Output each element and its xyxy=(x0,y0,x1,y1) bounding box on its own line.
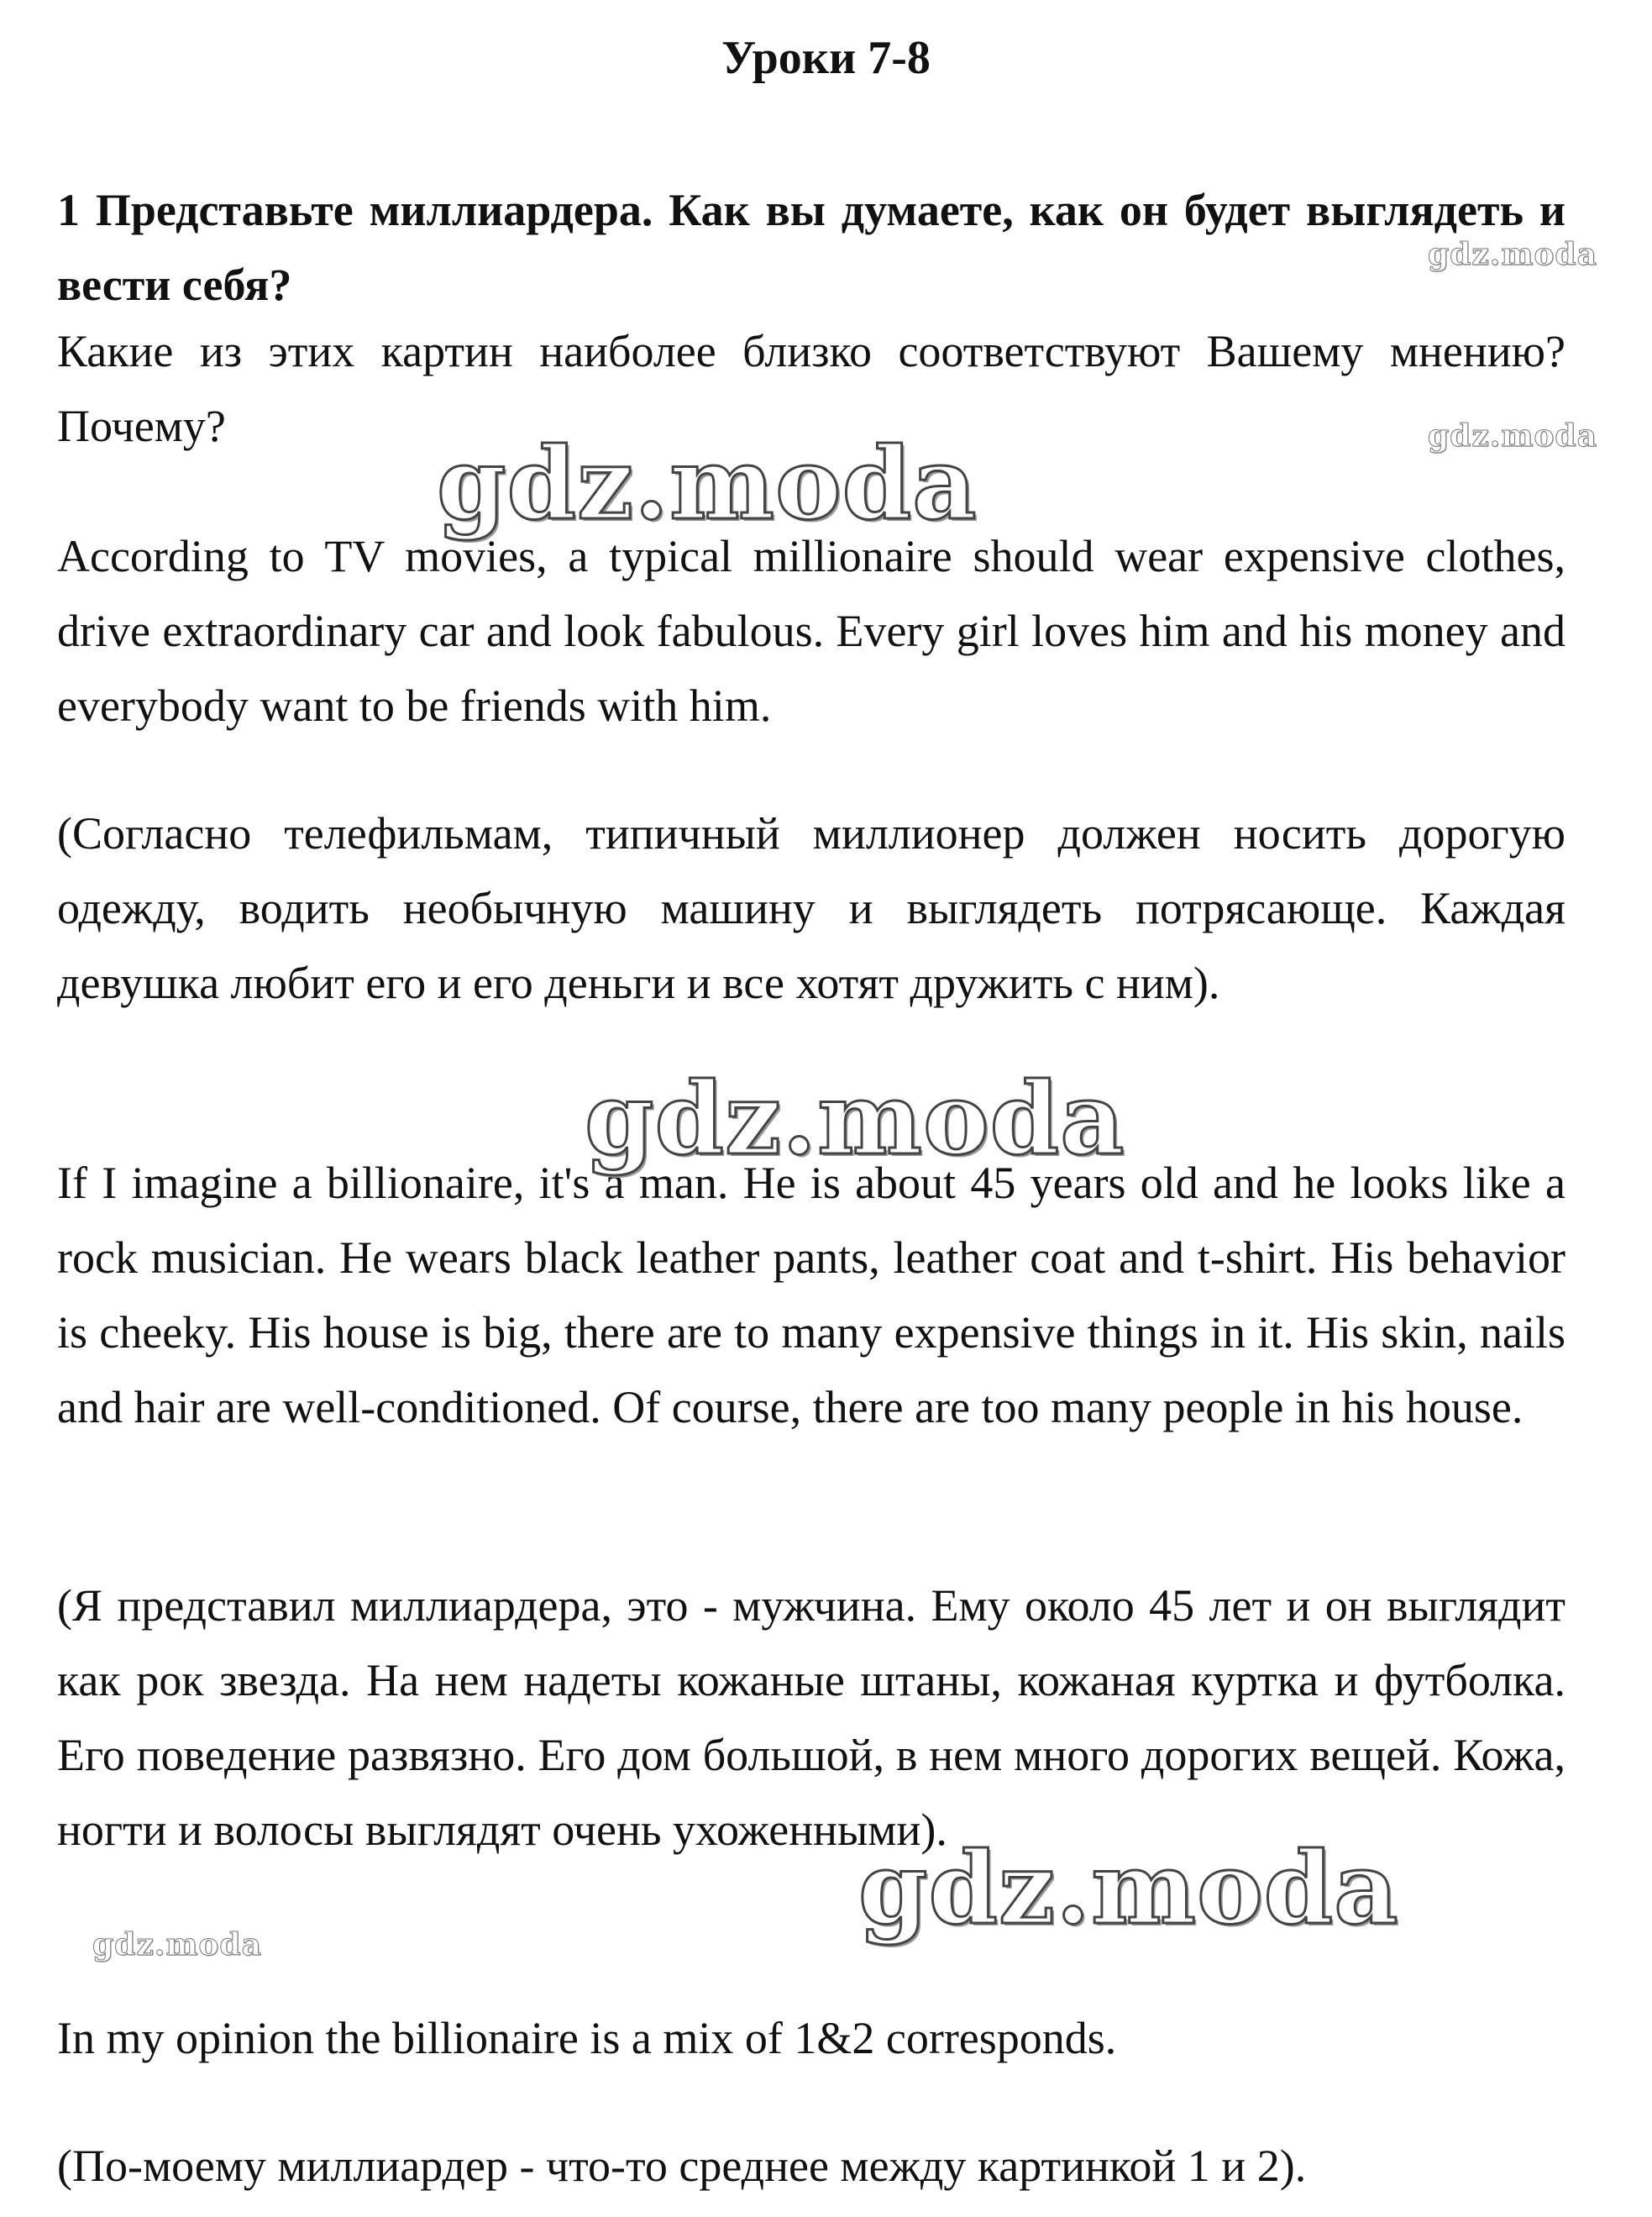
paragraph-russian-3: (По-моему миллиардер - что-то среднее между картинкой 1 и 2). xyxy=(57,2141,1307,2191)
task-number: 1 xyxy=(57,185,80,235)
paragraph-russian-1: (Согласно телефильмам, типичный миллионер должен носить дорогую одежду, водить необычную машину и выглядеть потрясающе. Каждая девушка любит его и его деньги и все хотят дружить с ним). xyxy=(57,808,1565,1008)
paragraph-english-2: If I imagine a billionaire, it's a man. He is about 45 years old and he looks like a rock musician. He wears black leather pants, leather coat and t-shirt. His behavior is cheeky. His house is big, there are to many expensive things in it. His skin, nails and hair are well-conditioned. Of course, there are too many people in his house. xyxy=(57,1158,1565,1432)
page-title: Уроки 7-8 xyxy=(721,32,931,84)
watermark: gdz.moda xyxy=(1428,418,1597,454)
watermark: gdz.moda xyxy=(585,1060,1125,1177)
watermark: gdz.moda xyxy=(92,1927,262,1962)
watermark: gdz.moda xyxy=(1428,237,1597,272)
watermark: gdz.moda xyxy=(437,425,978,542)
task-question: Какие из этих картин наиболее близко соответствуют Вашему мнению? Почему? xyxy=(57,326,1565,451)
watermark: gdz.moda xyxy=(858,1830,1399,1946)
paragraph-english-1: According to TV movies, a typical millionaire should wear expensive clothes, drive extraordinary car and look fabulous. Every girl loves him and his money and everybody want to be friends with him. xyxy=(57,531,1565,731)
task-heading xyxy=(57,173,1565,323)
paragraph-russian-2: (Я представил миллиардера, это - мужчина. Ему около 45 лет и он выглядит как рок звезда. На нем надеты кожаные штаны, кожаная куртка и футболка. Его поведение развязно. Его дом большой, в нем много дорогих вещей. Кожа, ногти и волосы выглядят очень ухоженными). xyxy=(57,1580,1565,1855)
task-heading-text: Представьте миллиардера. Как вы думаете, как он будет выглядеть и вести себя? xyxy=(57,185,1565,310)
paragraph-english-3: In my opinion the billionaire is a mix of 1&2 corresponds. xyxy=(57,2013,1117,2063)
